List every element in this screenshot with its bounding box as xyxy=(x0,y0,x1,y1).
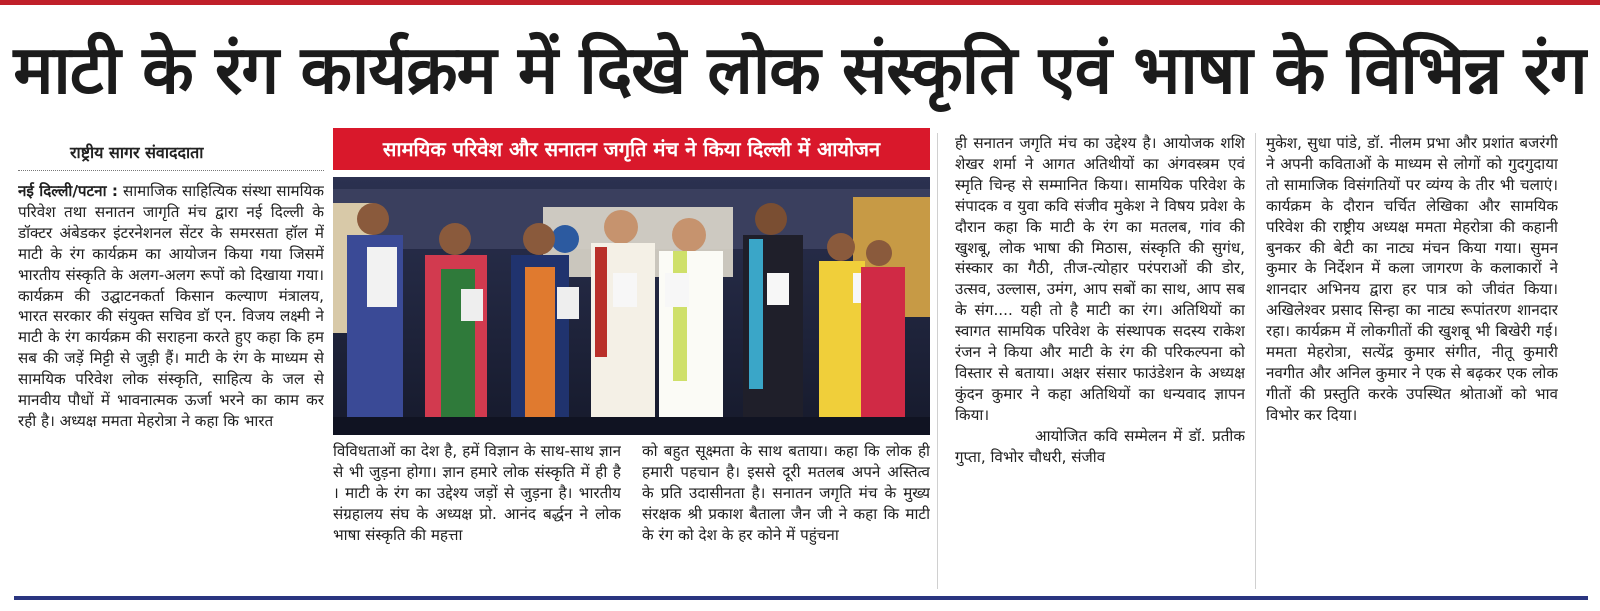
subheadline-banner: सामयिक परिवेश और सनातन जगृति मंच ने किया दिल्ली में आयोजन xyxy=(333,128,930,170)
byline-divider xyxy=(18,170,324,171)
column-3-text: ही सनातन जगृति मंच का उद्देश्य है। आयोजक शशि शेखर शर्मा ने आगत अतिथीयों का अंगवस्त्रम एवं स्मृति चिन्ह से सम्मानित किया। सामयिक परिवेश के संपादक व युवा कवि संजीव मुकेश ने विषय प्रवेश के दौरान कहा कि माटी के रंग का मतलब, गांव की खुशबू, लोक भाषा की मिठास, संस्कृति की सुगंध, संस्कार का गैठी, तीज-त्योहार परंपराओं की डोर, उत्सव, उल्लास, उमंग, आप सबों का साथ, आप सब के संग.... यही तो है माटी का रंग। अतिथियों का स्वागत सामयिक परिवेश के संस्थापक सदस्य राकेश रंजन ने किया और माटी के रंग की परिकल्पना को विस्तार से बताया। अक्षर संसार फाउंडेशन के अध्यक्ष कुंदन कुमार ने कहा अतिथियों का धन्यवाद ज्ञापन किया। xyxy=(955,134,1245,424)
column-3-paragraph-2: आयोजित कवि सम्मेलन में डॉ. प्रतीक गुप्ता, विभोर चौधरी, संजीव xyxy=(955,426,1245,466)
column-divider xyxy=(1255,133,1256,589)
dateline: नई दिल्ली/पटना : xyxy=(18,182,118,200)
article-column-1 xyxy=(18,181,324,589)
column-divider xyxy=(937,133,938,589)
article-column-2a: विविधताओं का देश है, हमें विज्ञान के साथ-साथ ज्ञान से भी जुड़ना होगा। ज्ञान हमारे लोक संस्कृति में ही है । माटी के रंग का उद्देश्य जड़ों से जुड़ना है। भारतीय संग्रहालय संघ के अध्यक्ष प्रो. आनंद बर्द्धन ने लोक भाषा संस्कृति की महत्ता xyxy=(333,442,621,544)
person-6 xyxy=(743,203,803,435)
event-photo-illustration xyxy=(333,177,930,435)
article-column-2b: को बहुत सूक्ष्मता के साथ बताया। कहा कि लोक ही हमारी पहचान है। इससे दूरी मतलब अपने अस्तित्व के प्रति उदासीनता है। सनातन जगृति मंच के मुख्य संरक्षक श्री प्रकाश बैताला जैन जी ने कहा कि माटी के रंग को देश के हर कोने में पहुंचना xyxy=(642,442,930,544)
bottom-rule xyxy=(14,596,1588,600)
person-1 xyxy=(347,203,403,435)
column-1-text: सामाजिक साहित्यिक संस्था सामयिक परिवेश तथा सनातन जागृति मंच द्वारा नई दिल्ली के डॉक्टर अंबेडकर इंटरनेशनल सेंटर के समरसता हॉल में माटी के रंग कार्यक्रम का आयोजन किया गया जिसमें भारतीय संस्कृति के अलग-अलग रूपों को दिखाया गया। कार्यक्रम की उद्घाटनकर्ता किसान कल्याण मंत्रालय, भारत सरकार की संयुक्त सचिव डॉ एन. विजय लक्ष्मी ने माटी के रंग कार्यक्रम की सराहना करते हुए कहा कि हम सब की जड़ें मिट्टी से जुड़ी हैं। माटी के रंग के माध्यम से सामयिक परिवेश लोक संस्कृति, साहित्य के जल से मानवीय पौधों में भावनात्मक ऊर्जा भरने का काम कर रही है। अध्यक्ष ममता मेहरोत्रा ने कहा कि भारत xyxy=(18,182,324,430)
person-8 xyxy=(861,240,905,435)
top-rule xyxy=(0,0,1600,5)
headline: माटी के रंग कार्यक्रम में दिखे लोक संस्कृति एवं भाषा के विभिन्न रंग xyxy=(13,31,1587,109)
person-4 xyxy=(591,210,655,435)
article-column-4: मुकेश, सुधा पांडे, डॉ. नीलम प्रभा और प्रशांत बजरंगी ने अपनी कविताओं के माध्यम से लोगों को गुदगुदाया तो सामाजिक विसंगतियों पर व्यंग्य के तीर भी चलाएं। कार्यक्रम के दौरान चर्चित लेखिका और सामयिक परिवेश की राष्ट्रीय अध्यक्ष ममता मेहरोत्रा की कहानी बुनकर की बेटी का नाट्य मंचन किया गया। सुमन कुमार के निर्देशन में कला जागरण के कलाकारों ने शानदार अभिनय द्वारा हर पात्र को जीवंत किया। अखिलेश्वर प्रसाद सिन्हा का नाट्य रूपांतरण शानदार रहा। कार्यक्रम में लोकगीतों की खुशबू भी बिखेरी गई। ममता मेहरोत्रा, सत्येंद्र कुमार संगीत, नीतू कुमारी नवगीत और अनिल कुमार ने एक से बढ़कर एक लोक गीतों की प्रस्तुति करके उपस्थित श्रोताओं को भाव विभोर कर दिया। xyxy=(1266,134,1558,424)
article-column-3 xyxy=(955,133,1245,589)
byline: राष्ट्रीय सागर संवाददाता xyxy=(70,143,204,162)
event-photo xyxy=(333,177,930,435)
